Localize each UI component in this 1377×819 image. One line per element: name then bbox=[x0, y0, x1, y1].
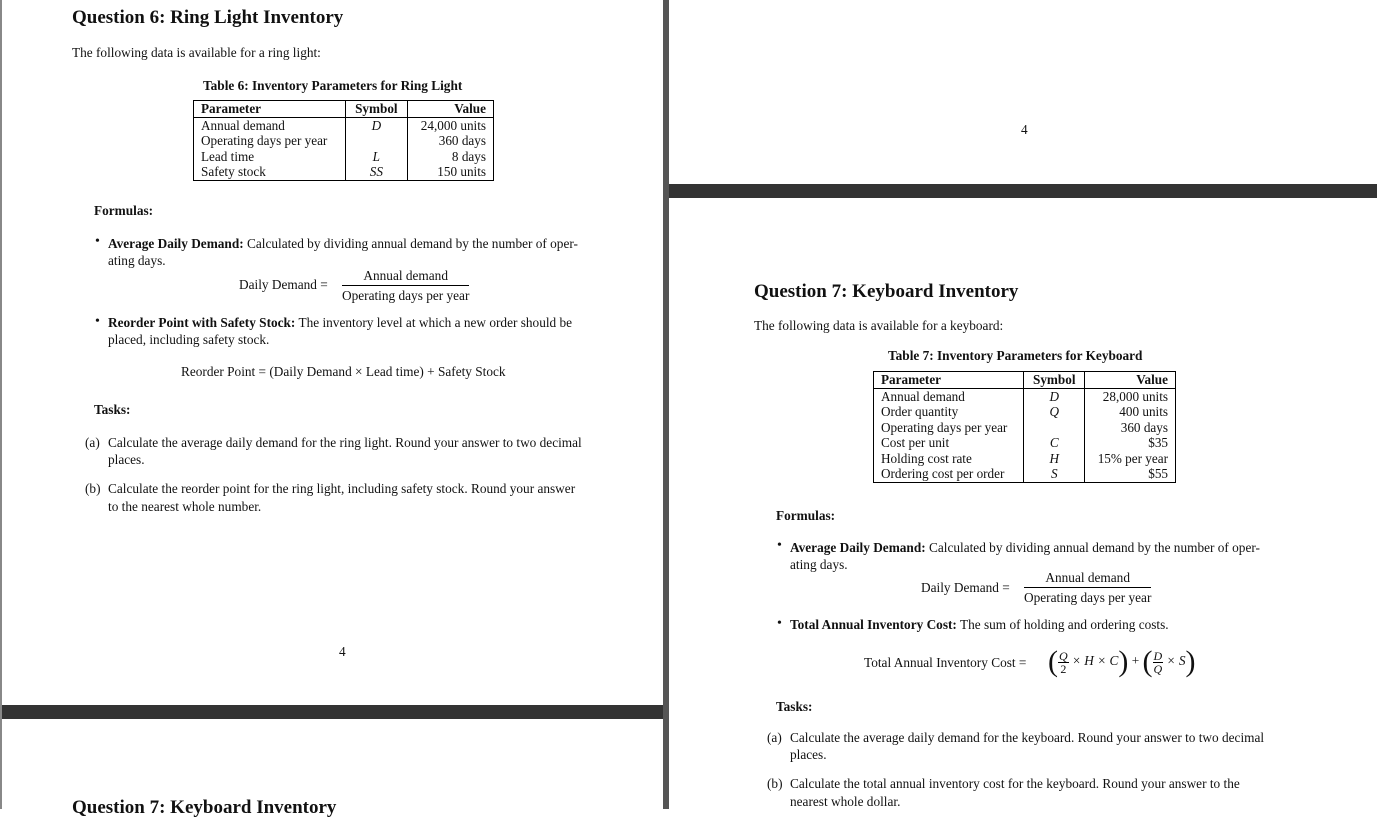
cell-value: 24,000 units bbox=[407, 117, 493, 133]
q6-title: Question 6: Ring Light Inventory bbox=[72, 7, 344, 28]
q6-formula1-fraction bbox=[342, 268, 469, 304]
cell-symbol bbox=[1024, 420, 1085, 436]
formula2-term: Total Annual Inventory Cost: bbox=[790, 617, 957, 632]
fraction-numerator: Annual demand bbox=[1024, 570, 1151, 588]
q6-task-b-label: (b) bbox=[85, 481, 101, 496]
q6-table-caption: Table 6: Inventory Parameters for Ring Light bbox=[203, 78, 463, 93]
bullet-icon: • bbox=[95, 314, 100, 329]
formula1-text: Calculated by dividing annual demand by the number of oper- bbox=[928, 540, 1260, 555]
fraction-numerator: Annual demand bbox=[342, 268, 469, 286]
q6-formula2-desc bbox=[108, 315, 572, 331]
cell-symbol: H bbox=[1024, 451, 1085, 467]
header-parameter: Parameter bbox=[194, 101, 346, 118]
cell-value: 400 units bbox=[1085, 404, 1176, 420]
q6-table bbox=[193, 100, 494, 181]
formula2-text: The sum of holding and ordering costs. bbox=[959, 617, 1169, 632]
cell-symbol: D bbox=[1024, 388, 1085, 404]
q7-formula1-fraction bbox=[1024, 570, 1151, 606]
cell-parameter: Lead time bbox=[194, 149, 346, 165]
q7-intro: The following data is available for a keyboard: bbox=[754, 318, 1004, 333]
q6-task-b-line1: Calculate the reorder point for the ring light, including safety stock. Round your answer bbox=[108, 481, 576, 496]
q7-table bbox=[873, 371, 1176, 483]
header-symbol: Symbol bbox=[1024, 372, 1085, 389]
cell-parameter: Ordering cost per order bbox=[874, 466, 1024, 482]
header-value: Value bbox=[1085, 372, 1176, 389]
q6-formulas-label: Formulas: bbox=[94, 203, 154, 218]
page-divider-vertical bbox=[663, 0, 669, 809]
q6-formula1-desc-cont: ating days. bbox=[108, 253, 166, 268]
cell-symbol: C bbox=[1024, 435, 1085, 451]
cell-value: 28,000 units bbox=[1085, 388, 1176, 404]
formula2-term: Reorder Point with Safety Stock: bbox=[108, 315, 296, 330]
cell-value: 360 days bbox=[407, 133, 493, 149]
fraction-denominator: Operating days per year bbox=[1024, 590, 1152, 605]
q7-task-a-line2: places. bbox=[790, 747, 827, 762]
q7-table-caption: Table 7: Inventory Parameters for Keyboard bbox=[888, 348, 1143, 363]
q7-task-b-line1: Calculate the total annual inventory cost for the keyboard. Round your answer to the bbox=[790, 776, 1240, 791]
formula1-term: Average Daily Demand: bbox=[790, 540, 926, 555]
cell-parameter: Operating days per year bbox=[194, 133, 346, 149]
q7-formula2-lhs: Total Annual Inventory Cost = bbox=[864, 655, 1027, 670]
q7-tasks-label: Tasks: bbox=[776, 699, 813, 714]
cell-parameter: Operating days per year bbox=[874, 420, 1024, 436]
cell-symbol: S bbox=[1024, 466, 1085, 482]
q6-intro: The following data is available for a ring light: bbox=[72, 45, 321, 60]
table-row bbox=[874, 388, 1176, 404]
q6-tasks-label: Tasks: bbox=[94, 402, 131, 417]
cell-symbol: L bbox=[345, 149, 407, 165]
page-gap-right bbox=[669, 184, 1377, 198]
cell-symbol: SS bbox=[345, 164, 407, 180]
left-edge bbox=[0, 0, 2, 809]
table-row bbox=[194, 149, 494, 165]
q7-task-a-label: (a) bbox=[767, 730, 782, 745]
q6-formula2-desc-cont: placed, including safety stock. bbox=[108, 332, 270, 347]
cell-symbol: D bbox=[345, 117, 407, 133]
bullet-icon: • bbox=[95, 234, 100, 249]
q7-formula2-rhs: ( $\frac{Q}{2}$ × H × C) + ( $\frac{D}{Q}$ × S) bbox=[1048, 645, 1196, 678]
cell-parameter: Order quantity bbox=[874, 404, 1024, 420]
q6-task-b-line2: to the nearest whole number. bbox=[108, 499, 262, 514]
q7-task-b-line2: nearest whole dollar. bbox=[790, 794, 901, 809]
header-value: Value bbox=[407, 101, 493, 118]
cell-value: 8 days bbox=[407, 149, 493, 165]
bullet-icon: • bbox=[777, 538, 782, 553]
q6-task-a-label: (a) bbox=[85, 435, 100, 450]
q6-task-a-line2: places. bbox=[108, 452, 145, 467]
cell-value: $55 bbox=[1085, 466, 1176, 482]
formula1-term: Average Daily Demand: bbox=[108, 236, 244, 251]
cell-parameter: Holding cost rate bbox=[874, 451, 1024, 467]
left-page-number: 4 bbox=[339, 644, 346, 659]
cell-value: 360 days bbox=[1085, 420, 1176, 436]
q7-formulas-label: Formulas: bbox=[776, 508, 836, 523]
table-row bbox=[194, 117, 494, 133]
q7-formula2-desc bbox=[790, 617, 1169, 633]
cell-symbol: Q bbox=[1024, 404, 1085, 420]
fraction-denominator: Operating days per year bbox=[342, 288, 470, 303]
next-page-title-cutoff: Question 7: Keyboard Inventory bbox=[72, 797, 337, 818]
q6-formula1-desc bbox=[108, 236, 578, 252]
bullet-icon: • bbox=[777, 616, 782, 631]
q7-task-a-line1: Calculate the average daily demand for the keyboard. Round your answer to two decimal bbox=[790, 730, 1265, 745]
formula1-text: Calculated by dividing annual demand by the number of oper- bbox=[246, 236, 578, 251]
table-row bbox=[874, 435, 1176, 451]
cell-parameter: Annual demand bbox=[194, 117, 346, 133]
header-parameter: Parameter bbox=[874, 372, 1024, 389]
header-symbol: Symbol bbox=[345, 101, 407, 118]
table-row bbox=[874, 451, 1176, 467]
cell-value: 150 units bbox=[407, 164, 493, 180]
fraction-d-over-q: $\frac{D}{Q}$ bbox=[1153, 648, 1163, 676]
cell-value: $35 bbox=[1085, 435, 1176, 451]
page-gap-left bbox=[0, 705, 663, 719]
cell-symbol bbox=[345, 133, 407, 149]
table-row bbox=[874, 420, 1176, 436]
q7-title: Question 7: Keyboard Inventory bbox=[754, 281, 1019, 302]
table-row bbox=[874, 404, 1176, 420]
q7-task-b-label: (b) bbox=[767, 776, 783, 791]
cell-parameter: Annual demand bbox=[874, 388, 1024, 404]
q6-task-a-line1: Calculate the average daily demand for the ring light. Round your answer to two decimal bbox=[108, 435, 582, 450]
q7-formula1-desc-cont: ating days. bbox=[790, 557, 848, 572]
fraction-q-over-2: $\frac{Q}{2}$ bbox=[1059, 648, 1068, 676]
table-row bbox=[194, 164, 494, 180]
cell-parameter: Safety stock bbox=[194, 164, 346, 180]
table-row bbox=[194, 133, 494, 149]
q7-formula1-lhs: Daily Demand = bbox=[921, 580, 1010, 595]
cell-parameter: Cost per unit bbox=[874, 435, 1024, 451]
q6-formula2-equation: Reorder Point = (Daily Demand × Lead time) + Safety Stock bbox=[181, 364, 506, 379]
q7-formula1-desc bbox=[790, 540, 1260, 556]
cell-value: 15% per year bbox=[1085, 451, 1176, 467]
q6-formula1-lhs: Daily Demand = bbox=[239, 277, 328, 292]
table-row bbox=[874, 466, 1176, 482]
right-top-page-number: 4 bbox=[1021, 122, 1028, 137]
formula2-text: The inventory level at which a new order should be bbox=[298, 315, 573, 330]
